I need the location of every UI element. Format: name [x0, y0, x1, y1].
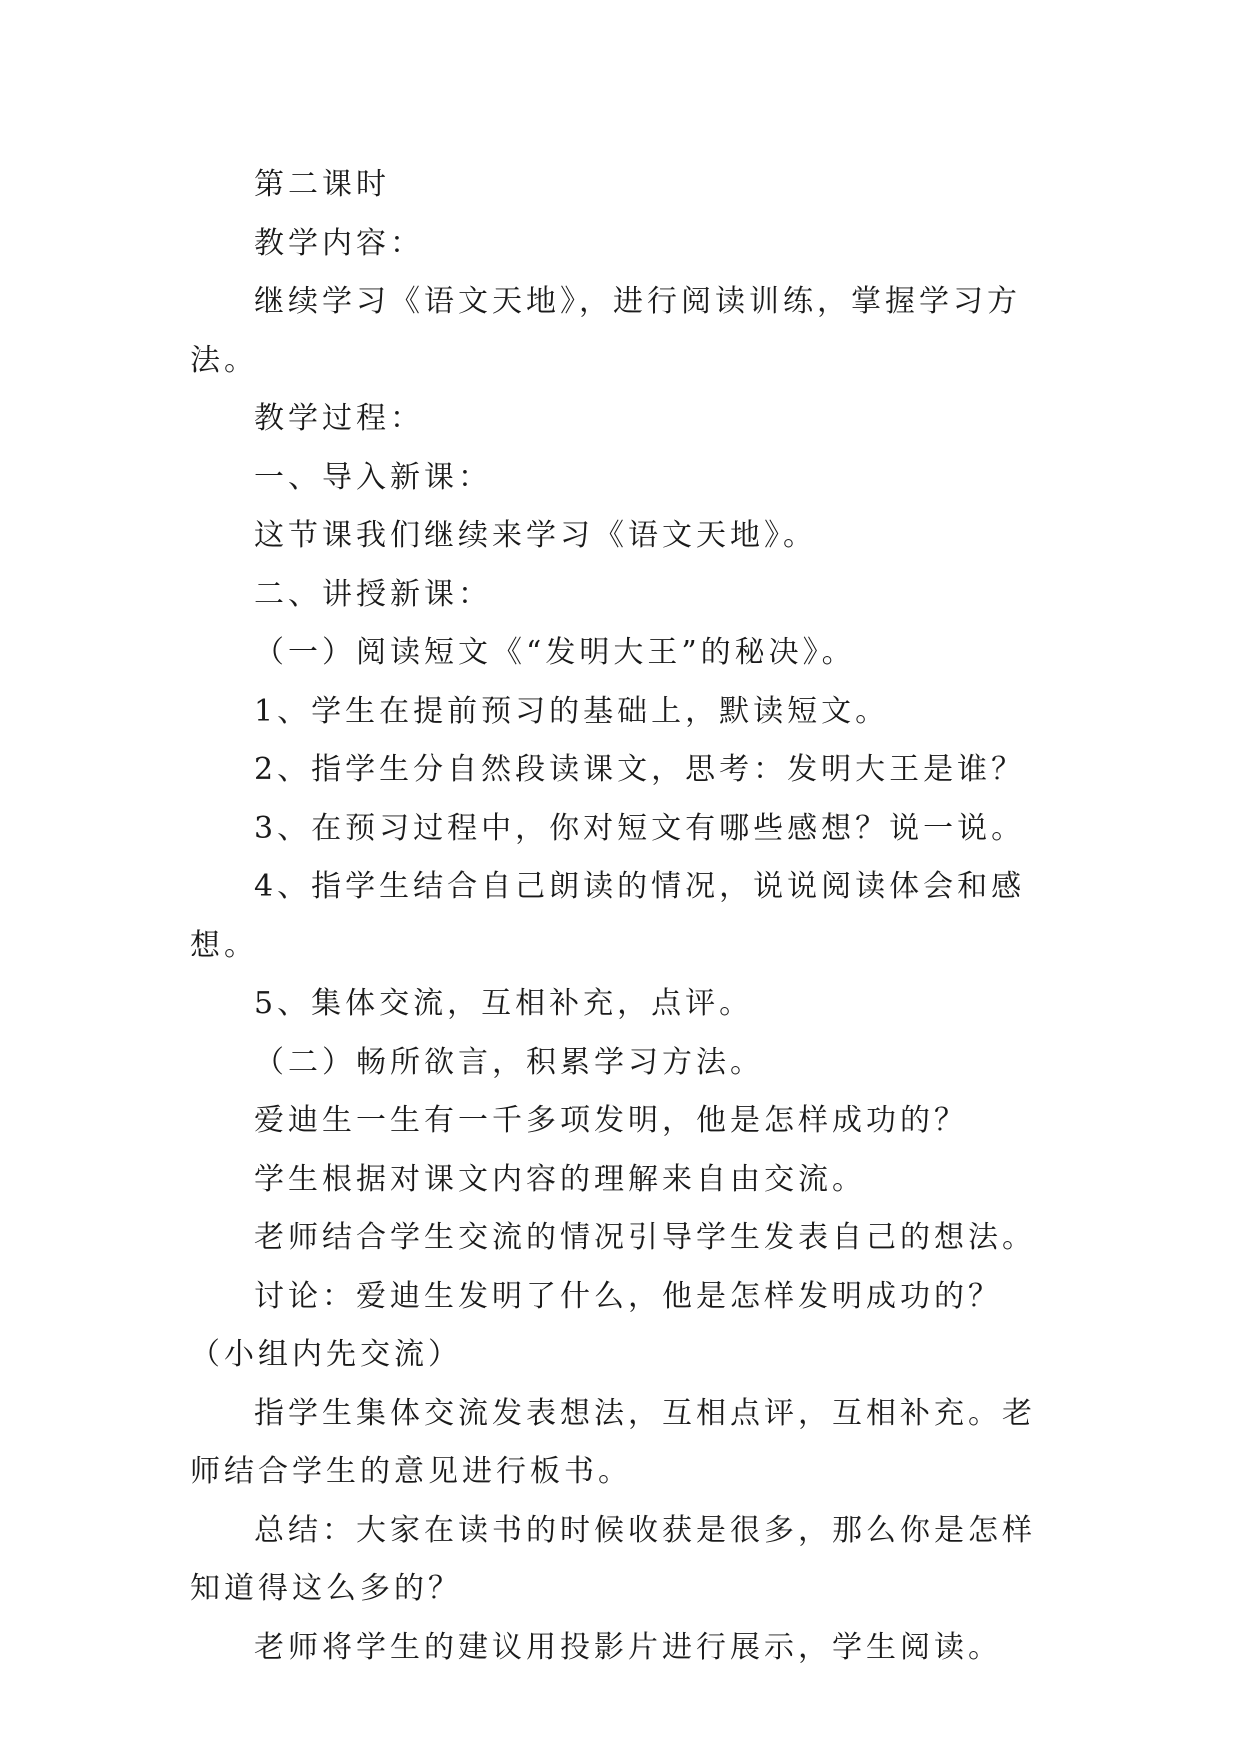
paragraph: 指学生集体交流发表想法，互相点评，互相补充。老师结合学生的意见进行板书。: [190, 1395, 1036, 1489]
paragraph: 总结：大家在读书的时候收获是很多，那么你是怎样知道得这么多的？: [190, 1512, 1036, 1606]
paragraph: 学生根据对课文内容的理解来自由交流。: [254, 1161, 866, 1197]
list-item: 2、指学生分自然段读课文，思考：发明大王是谁？: [254, 752, 1026, 787]
list-item: 5、集体交流，互相补充，点评。: [254, 986, 754, 1021]
list-item: 3、在预习过程中，你对短文有哪些感想？说一说。: [254, 810, 1026, 846]
paragraph: 老师将学生的建议用投影片进行展示，学生阅读。: [254, 1629, 1002, 1665]
paragraph: 讨论：爱迪生发明了什么，他是怎样发明成功的？（小组内先交流）: [190, 1278, 1002, 1372]
list-item: 4、指学生结合自己朗读的情况，说说阅读体会和感想。: [190, 869, 1026, 963]
paragraph: 爱迪生一生有一千多项发明，他是怎样成功的？: [254, 1103, 968, 1138]
section-heading: 二、讲授新课：: [254, 576, 492, 612]
paragraph: 老师结合学生交流的情况引导学生发表自己的想法。: [254, 1220, 1036, 1255]
list-item: 1、学生在提前预习的基础上，默读短文。: [254, 693, 890, 729]
paragraph: 这节课我们继续来学习《语文天地》。: [254, 518, 817, 553]
subsection-heading: （一）阅读短文《“发明大王”的秘决》。: [254, 635, 856, 670]
lesson-title: 第二课时: [254, 167, 390, 202]
subsection-heading: （二）畅所欲言，积累学习方法。: [254, 1044, 764, 1080]
section-heading: 教学内容：: [254, 225, 424, 261]
document-body: [190, 156, 1060, 1677]
section-heading: 教学过程：: [254, 401, 424, 436]
paragraph: 继续学习《语文天地》，进行阅读训练，掌握学习方法。: [190, 284, 1021, 378]
section-heading: 一、导入新课：: [254, 459, 492, 495]
